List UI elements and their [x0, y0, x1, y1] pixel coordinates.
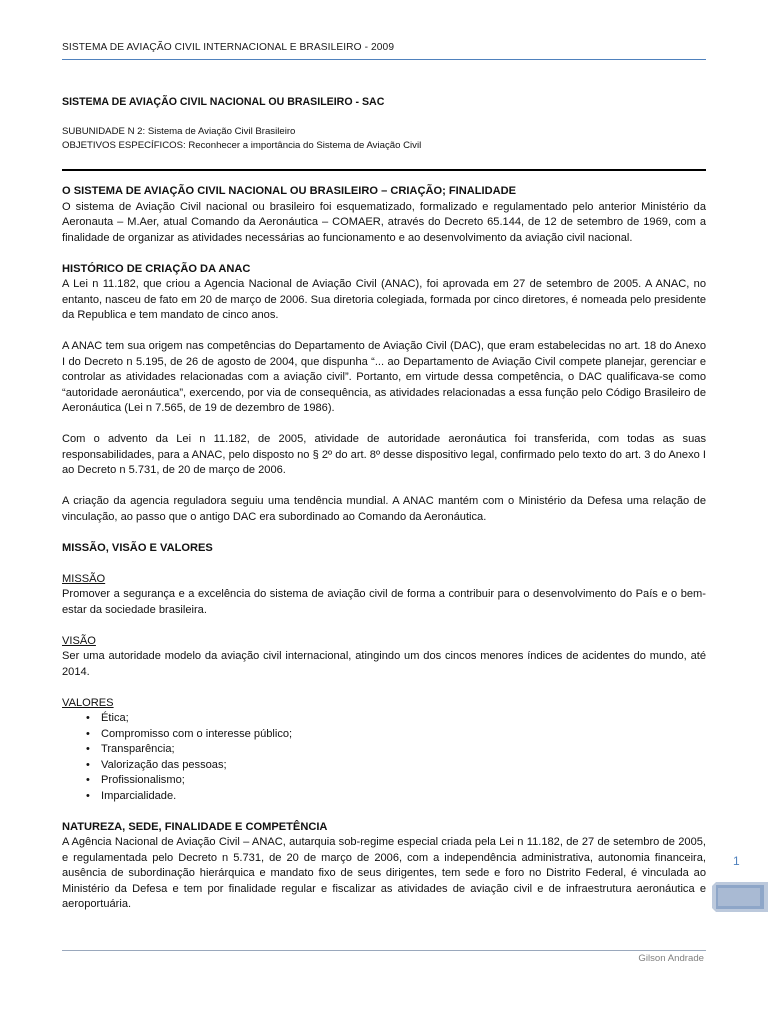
- paragraph: A ANAC tem sua origem nas competências do Departamento de Aviação Civil (DAC), que eram estabelecidas no art. 18 do Anexo I do Decreto n 5.195, de 26 de agosto de 2004, que dispunha “... ao Departamento de Aviação Civil compete planejar, gerenciar e controlar as atividades relacionadas com a aviação civil”. Portanto, em virtude dessa competência, o DAC qualificava-se como “autoridade aeronáutica”, exercendo, por via de consequência, as atividades relacionadas a essa função pelo Código Brasileiro de Aeronáutica (Lei n 7.565, de 19 de dezembro de 1986).: [62, 340, 706, 414]
- section-heading-historico: HISTÓRICO DE CRIAÇÃO DA ANAC: [62, 262, 251, 275]
- paragraph: Ser uma autoridade modelo da aviação civil internacional, atingindo um dos cincos menores índices de acidentes do mundo, até 2014.: [62, 650, 706, 678]
- subheading-valores: VALORES: [62, 696, 114, 709]
- paragraph: A Agência Nacional de Aviação Civil – ANAC, autarquia sob-regime especial criada pela Lei n 11.182, de 27 de setembro de 2005, e regulamentada pelo Decreto n 5.731, de 20 de março de 2006, com a independência administrativa, autonomia financeira, ausência de subordinação hierárquica e mandato fixo de seus dirigentes, tem sede e foro no Distrito Federal, é vinculada ao Ministério da Defesa e tem por finalidade regular e fiscalizar as atividades de aviação civil e de infraestrutura aeronáutica e aeroportuária.: [62, 836, 706, 910]
- paragraph: Com o advento da Lei n 11.182, de 2005, atividade de autoridade aeronáutica foi transferida, com todas as suas responsabilidades, para a ANAC, pelo disposto no § 2º do art. 8º desse dispositivo legal, confirmado pelo texto do art. 3 do Anexo I ao Decreto n 5.731, de 20 de março de 2006.: [62, 433, 706, 476]
- footer-author: Gilson Andrade: [638, 953, 704, 964]
- subheading-visao: VISÃO: [62, 634, 96, 647]
- list-item: • Valorização das pessoas;: [62, 758, 706, 774]
- paragraph: A Lei n 11.182, que criou a Agencia Nacional de Aviação Civil (ANAC), foi aprovada em 27 de setembro de 2005. A ANAC, no entanto, nasceu de fato em 20 de março de 2006. Sua diretoria colegiada, formada por cinco diretores, é nomeada pelo presidente da Republica e tem mandato de cinco anos.: [62, 278, 706, 321]
- document-title: SISTEMA DE AVIAÇÃO CIVIL NACIONAL OU BRASILEIRO - SAC: [62, 96, 385, 108]
- running-header: SISTEMA DE AVIAÇÃO CIVIL INTERNACIONAL E BRASILEIRO - 2009: [62, 42, 395, 53]
- subheading-missao: MISSÃO: [62, 572, 106, 585]
- body-content: [62, 184, 706, 913]
- list-item: • Ética;: [62, 711, 706, 727]
- paragraph: Promover a segurança e a excelência do sistema de aviação civil de forma a contribuir para o desenvolvimento do País e o bem-estar da sociedade brasileira.: [62, 588, 706, 616]
- list-item: • Compromisso com o interesse público;: [62, 727, 706, 743]
- list-item: • Profissionalismo;: [62, 773, 706, 789]
- meta-block: [62, 125, 421, 153]
- header-rule: [62, 59, 706, 60]
- page-tab-decoration: [712, 882, 768, 912]
- subunit-line: SUBUNIDADE N 2: Sistema de Aviação Civil Brasileiro: [62, 126, 296, 137]
- section-heading-origem: O SISTEMA DE AVIAÇÃO CIVIL NACIONAL OU BRASILEIRO – CRIAÇÃO; FINALIDADE: [62, 185, 517, 197]
- footer-rule: [62, 950, 706, 951]
- paragraph: A criação da agencia reguladora seguiu uma tendência mundial. A ANAC mantém com o Ministério da Defesa uma relação de vinculação, ao passo que o antigo DAC era subordinado ao Comando da Aeronáutica.: [62, 495, 706, 523]
- values-list: [62, 711, 706, 804]
- list-item: • Imparcialidade.: [62, 789, 706, 805]
- section-divider: [62, 169, 706, 171]
- section-heading-missao: MISSÃO, VISÃO E VALORES: [62, 541, 213, 554]
- list-item: • Transparência;: [62, 742, 706, 758]
- page-number: 1: [733, 854, 740, 868]
- paragraph: O sistema de Aviação Civil nacional ou brasileiro foi esquematizado, formalizado e regulamentado pelo anterior Ministério da Aeronauta – M.Aer, atual Comando da Aeronáutica – COMAER, através do Decreto 65.144, de 12 de setembro de 1969, com a finalidade de organizar as atividades necessárias ao funcionamento e ao desenvolvimento da aviação civil nacional.: [62, 200, 706, 244]
- objectives-line: OBJETIVOS ESPECÍFICOS: Reconhecer a importância do Sistema de Aviação Civil: [62, 140, 422, 151]
- section-heading-natureza: NATUREZA, SEDE, FINALIDADE E COMPETÊNCIA: [62, 820, 328, 833]
